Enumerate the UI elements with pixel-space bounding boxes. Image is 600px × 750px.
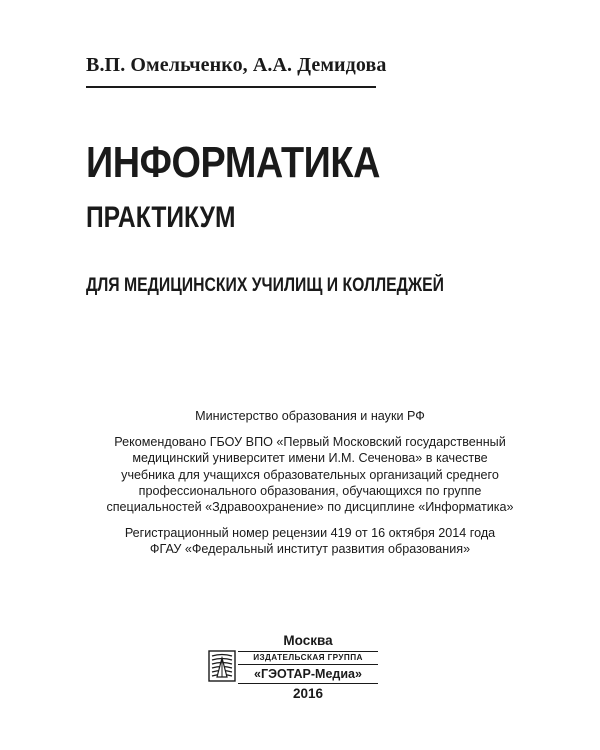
credits-block — [60, 408, 560, 568]
registration-line: ФГАУ «Федеральный институт развития образования» — [149, 542, 471, 557]
book-title: ИНФОРМАТИКА — [86, 138, 380, 187]
publisher-city: Москва — [283, 633, 333, 648]
registration — [60, 525, 560, 557]
ministry-line — [60, 408, 560, 424]
book-audience: ДЛЯ МЕДИЦИНСКИХ УЧИЛИЩ И КОЛЛЕДЖЕЙ — [86, 275, 445, 296]
publisher-name: «ГЭОТАР-Медиа» — [238, 666, 378, 684]
authors-divider — [86, 86, 376, 88]
publication-year: 2016 — [292, 686, 324, 701]
book-subtitle: ПРАКТИКУМ — [86, 201, 236, 234]
geotar-logo-icon — [208, 650, 236, 682]
publisher-text — [238, 632, 378, 703]
recommendation-line: Рекомендовано ГБОУ ВПО «Первый Московский государственный — [114, 435, 506, 450]
recommendation-line: медицинский университет имени И.М. Сеченова» в качестве — [132, 451, 488, 466]
recommendation — [60, 434, 560, 515]
authors: В.П. Омельченко, А.А. Демидова — [86, 54, 387, 76]
recommendation-line: специальностей «Здравоохранение» по дисциплине «Информатика» — [106, 500, 514, 515]
publisher-group: ИЗДАТЕЛЬСКАЯ ГРУППА — [238, 651, 378, 665]
registration-line: Регистрационный номер рецензии 419 от 16 октября 2014 года — [124, 526, 496, 541]
recommendation-line: профессионального образования, обучающихся по группе — [138, 483, 482, 498]
publisher-block — [208, 632, 378, 700]
recommendation-line: учебника для учащихся образовательных организаций среднего — [121, 467, 499, 482]
ministry-text: Министерство образования и науки РФ — [195, 409, 425, 423]
